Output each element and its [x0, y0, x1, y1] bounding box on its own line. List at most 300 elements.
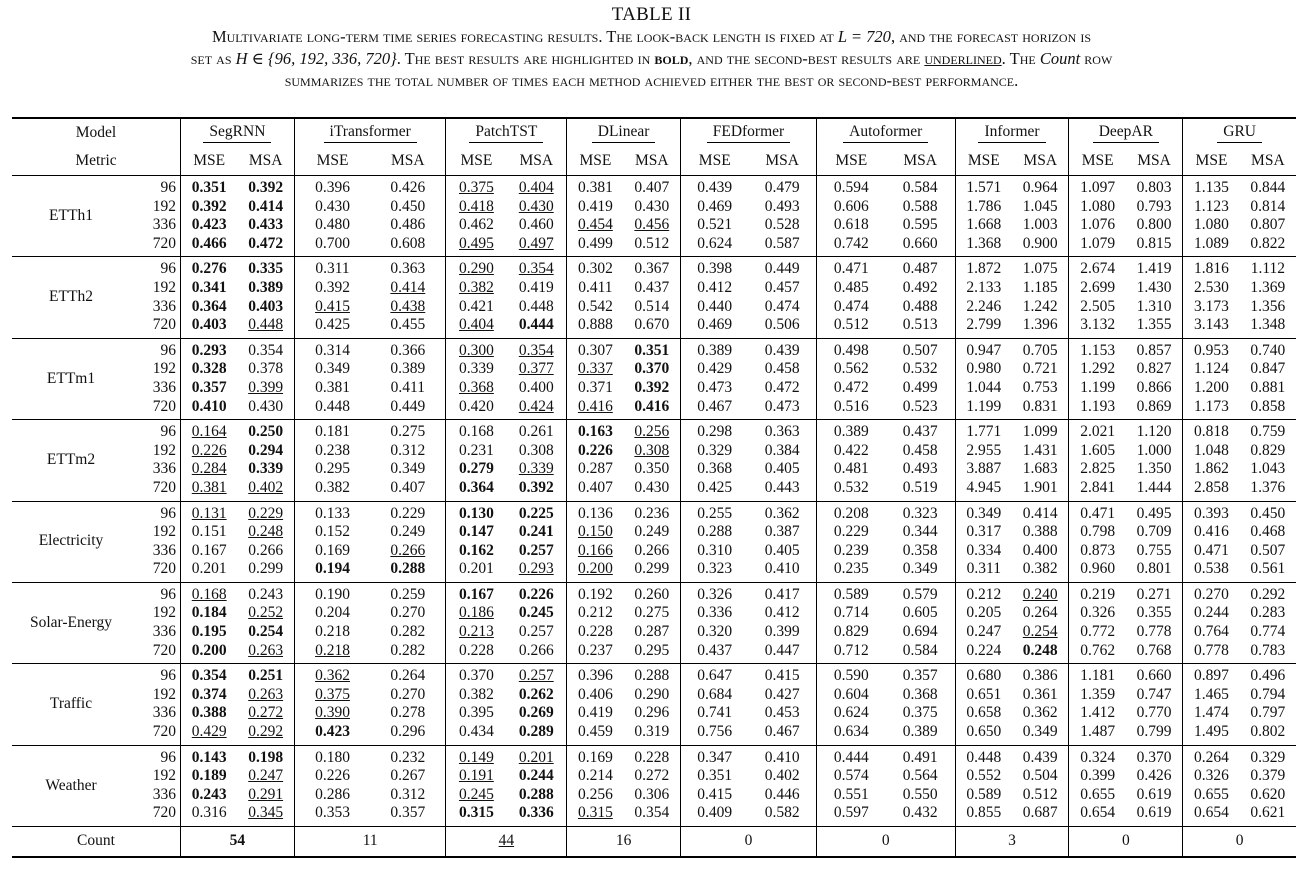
value-cell: [748, 582, 816, 604]
table-row: [12, 501, 1296, 523]
value-text: 0.619: [1136, 785, 1172, 803]
value-cell: [506, 523, 566, 542]
value-cell: [506, 542, 566, 561]
value-text: 0.417: [764, 585, 800, 603]
value-text: 0.768: [1136, 641, 1172, 659]
value-text: 0.349: [966, 504, 1002, 522]
value-text: 0.497: [518, 234, 554, 252]
model-name: Informer: [978, 123, 1045, 143]
value-cell: [955, 664, 1012, 686]
value-cell: [370, 442, 446, 461]
value-cell: [1240, 338, 1296, 360]
value-text: 0.382: [458, 278, 494, 296]
horizon-cell: 96: [130, 582, 181, 604]
value-text: 0.471: [1080, 504, 1116, 522]
value-text: 0.799: [1136, 723, 1172, 741]
value-text: 1.396: [1022, 316, 1058, 334]
value-cell: [955, 542, 1012, 561]
value-text: 0.224: [966, 641, 1002, 659]
value-text: 1.045: [1022, 197, 1058, 215]
value-text: 1.444: [1136, 478, 1172, 496]
table-row: [12, 379, 1296, 398]
value-text: 0.357: [390, 804, 426, 822]
value-cell: [1012, 604, 1069, 623]
count-value: 44: [498, 832, 515, 850]
value-cell: [370, 420, 446, 442]
value-cell: [1012, 786, 1069, 805]
value-cell: [748, 501, 816, 523]
value-text: 0.326: [697, 585, 733, 603]
value-text: 0.429: [697, 360, 733, 378]
value-cell: [886, 642, 955, 664]
value-text: 0.634: [833, 723, 869, 741]
value-text: 0.855: [966, 804, 1002, 822]
value-cell: [1183, 398, 1240, 420]
value-cell: [748, 804, 816, 826]
value-cell: [370, 804, 446, 826]
value-cell: [567, 786, 624, 805]
count-value: 16: [615, 832, 632, 850]
value-text: 0.443: [764, 478, 800, 496]
value-cell: [1126, 523, 1183, 542]
count-value: 3: [1008, 832, 1016, 850]
value-cell: [1183, 664, 1240, 686]
value-cell: [955, 198, 1012, 217]
value-text: 0.168: [458, 423, 494, 441]
value-cell: [748, 279, 816, 298]
value-cell: [681, 664, 749, 686]
value-cell: [181, 298, 238, 317]
value-cell: [816, 604, 885, 623]
count-value: 0: [1235, 832, 1244, 850]
value-text: 0.272: [634, 767, 670, 785]
value-cell: [955, 745, 1012, 767]
value-text: 0.474: [833, 297, 869, 315]
value-cell: [181, 420, 238, 442]
value-text: 0.324: [1080, 748, 1116, 766]
value-text: 0.507: [1250, 541, 1286, 559]
value-cell: [1240, 582, 1296, 604]
value-cell: [446, 235, 506, 257]
horizon-cell: 96: [130, 745, 181, 767]
value-text: 0.271: [1136, 585, 1172, 603]
value-text: 0.308: [518, 441, 554, 459]
value-text: 0.881: [1250, 378, 1286, 396]
value-text: 0.595: [902, 216, 938, 234]
value-cell: [1069, 379, 1126, 398]
value-text: 0.429: [191, 723, 227, 741]
table-row: [12, 767, 1296, 786]
value-cell: [624, 542, 681, 561]
value-text: 0.302: [577, 260, 613, 278]
value-text: 0.370: [1136, 748, 1172, 766]
value-text: 0.947: [966, 341, 1002, 359]
table-caption: [0, 0, 1303, 92]
value-cell: [237, 176, 294, 198]
model-name: DLinear: [592, 123, 656, 143]
value-cell: [624, 235, 681, 257]
value-text: 0.384: [764, 441, 800, 459]
value-text: 0.498: [833, 341, 869, 359]
value-cell: [748, 642, 816, 664]
value-cell: [237, 479, 294, 501]
value-text: 0.774: [1250, 623, 1286, 641]
value-cell: [624, 316, 681, 338]
value-cell: [1183, 279, 1240, 298]
value-cell: [886, 338, 955, 360]
value-cell: [1183, 704, 1240, 723]
value-cell: [1126, 560, 1183, 582]
value-cell: [506, 664, 566, 686]
value-cell: [446, 379, 506, 398]
value-cell: [1126, 176, 1183, 198]
value-cell: [181, 501, 238, 523]
value-text: 0.759: [1250, 423, 1286, 441]
value-cell: [370, 542, 446, 561]
value-text: 0.416: [1194, 523, 1229, 541]
caption-text: Multivariate long-term time series forecasting results. The look-back length is fixed at: [211, 27, 838, 46]
value-cell: [1126, 279, 1183, 298]
value-cell: [1126, 338, 1183, 360]
value-text: 0.822: [1250, 234, 1286, 252]
value-cell: [955, 257, 1012, 279]
value-text: 0.245: [518, 604, 554, 622]
value-text: 0.472: [248, 234, 284, 252]
value-cell: [237, 442, 294, 461]
value-cell: [294, 542, 370, 561]
value-cell: [955, 216, 1012, 235]
value-cell: [567, 804, 624, 826]
value-cell: [506, 420, 566, 442]
value-cell: [886, 460, 955, 479]
value-text: 0.251: [248, 667, 284, 685]
metric-header: MSA: [1126, 147, 1183, 176]
value-text: 0.354: [634, 804, 670, 822]
value-text: 0.589: [833, 585, 869, 603]
value-text: 0.495: [1136, 504, 1172, 522]
value-cell: [1126, 460, 1183, 479]
value-cell: [446, 560, 506, 582]
value-text: 0.136: [577, 504, 613, 522]
value-text: 0.747: [1136, 685, 1172, 703]
value-text: 0.260: [634, 585, 670, 603]
value-text: 0.336: [697, 604, 733, 622]
value-cell: [1240, 786, 1296, 805]
value-cell: [181, 235, 238, 257]
value-text: 1.430: [1136, 278, 1172, 296]
value-text: 0.363: [764, 423, 800, 441]
value-cell: [886, 664, 955, 686]
value-text: 3.132: [1080, 316, 1116, 334]
value-cell: [237, 542, 294, 561]
value-text: 0.386: [1022, 667, 1058, 685]
value-cell: [237, 723, 294, 745]
value-cell: [681, 479, 749, 501]
value-cell: [370, 316, 446, 338]
value-text: 0.523: [902, 397, 938, 415]
value-cell: [886, 316, 955, 338]
count-cell: [567, 827, 681, 858]
value-text: 0.427: [764, 685, 800, 703]
value-text: 0.389: [697, 341, 733, 359]
value-cell: [181, 704, 238, 723]
value-text: 0.387: [764, 523, 800, 541]
metric-header: MSA: [237, 147, 294, 176]
value-text: 0.288: [390, 560, 426, 578]
value-text: 0.392: [634, 378, 670, 396]
value-text: 0.468: [1250, 523, 1286, 541]
value-cell: [681, 398, 749, 420]
value-text: 0.310: [697, 541, 733, 559]
value-text: 0.604: [833, 685, 869, 703]
value-text: 0.807: [1250, 216, 1286, 234]
value-cell: [955, 235, 1012, 257]
value-cell: [567, 479, 624, 501]
value-cell: [567, 460, 624, 479]
value-cell: [1069, 235, 1126, 257]
value-cell: [748, 604, 816, 623]
caption-math: H ∈ {96, 192, 336, 720}: [235, 49, 397, 68]
dataset-name: ETTh1: [12, 176, 130, 257]
table-row: [12, 664, 1296, 686]
value-cell: [567, 767, 624, 786]
value-text: 1.355: [1136, 316, 1172, 334]
value-text: 0.705: [1022, 341, 1058, 359]
table-row: [12, 460, 1296, 479]
value-text: 1.181: [1080, 667, 1116, 685]
value-cell: [1183, 642, 1240, 664]
value-text: 0.439: [697, 179, 733, 196]
value-text: 0.444: [518, 316, 554, 334]
value-text: 0.349: [315, 360, 350, 378]
value-cell: [1126, 501, 1183, 523]
value-text: 0.270: [390, 685, 426, 703]
value-cell: [1183, 686, 1240, 705]
caption-line-1: [0, 26, 1303, 48]
value-text: 0.218: [315, 623, 350, 641]
value-cell: [1183, 723, 1240, 745]
value-cell: [816, 235, 885, 257]
value-cell: [506, 298, 566, 317]
value-cell: [624, 298, 681, 317]
value-cell: [955, 479, 1012, 501]
value-cell: [886, 501, 955, 523]
value-text: 0.212: [966, 585, 1002, 603]
value-cell: [886, 745, 955, 767]
value-text: 0.404: [458, 316, 494, 334]
value-text: 0.660: [902, 234, 938, 252]
horizon-cell: 96: [130, 420, 181, 442]
value-cell: [624, 786, 681, 805]
value-text: 1.003: [1022, 216, 1058, 234]
value-text: 1.901: [1022, 478, 1058, 496]
value-cell: [567, 316, 624, 338]
value-text: 0.300: [458, 341, 494, 359]
value-cell: [1240, 604, 1296, 623]
value-text: 0.279: [458, 460, 494, 478]
value-cell: [681, 767, 749, 786]
value-cell: [1069, 745, 1126, 767]
value-cell: [748, 704, 816, 723]
value-cell: [1069, 257, 1126, 279]
value-text: 0.254: [248, 623, 284, 641]
value-cell: [567, 338, 624, 360]
value-text: 0.354: [518, 341, 554, 359]
value-text: 2.955: [966, 441, 1002, 459]
value-text: 0.240: [1022, 585, 1058, 603]
value-text: 0.866: [1136, 378, 1172, 396]
value-cell: [1126, 723, 1183, 745]
value-text: 0.416: [634, 397, 670, 415]
table-row: [12, 804, 1296, 826]
value-cell: [1126, 316, 1183, 338]
count-cell: [681, 827, 817, 858]
value-text: 0.426: [390, 179, 426, 196]
value-text: 1.495: [1194, 723, 1229, 741]
value-cell: [1240, 235, 1296, 257]
metric-header-label: Metric: [12, 147, 181, 176]
caption-underlined-word: underlined: [924, 49, 1002, 68]
table-row: [12, 704, 1296, 723]
value-cell: [681, 235, 749, 257]
count-value: 0: [1121, 832, 1130, 850]
value-text: 0.829: [1250, 441, 1286, 459]
value-cell: [681, 560, 749, 582]
value-text: 0.381: [577, 179, 613, 196]
value-text: 1.668: [966, 216, 1002, 234]
horizon-cell: 336: [130, 623, 181, 642]
value-text: 0.351: [697, 767, 733, 785]
value-text: 1.193: [1080, 397, 1116, 415]
value-cell: [1240, 686, 1296, 705]
value-cell: [181, 398, 238, 420]
value-text: 0.440: [697, 297, 733, 315]
value-cell: [567, 642, 624, 664]
value-cell: [886, 420, 955, 442]
value-cell: [446, 642, 506, 664]
table-row: [12, 786, 1296, 805]
value-text: 0.270: [1194, 585, 1229, 603]
value-text: 0.655: [1080, 785, 1116, 803]
value-cell: [506, 379, 566, 398]
value-cell: [1126, 420, 1183, 442]
value-text: 0.847: [1250, 360, 1286, 378]
model-name: GRU: [1217, 123, 1262, 143]
value-cell: [681, 379, 749, 398]
count-cell: [955, 827, 1069, 858]
horizon-cell: 336: [130, 704, 181, 723]
value-cell: [624, 582, 681, 604]
value-text: 0.448: [518, 297, 554, 315]
value-cell: [446, 523, 506, 542]
value-cell: [886, 479, 955, 501]
horizon-cell: 336: [130, 216, 181, 235]
value-text: 0.741: [697, 704, 733, 722]
value-cell: [181, 745, 238, 767]
value-text: 0.180: [315, 748, 350, 766]
value-cell: [816, 560, 885, 582]
value-text: 0.459: [577, 723, 613, 741]
value-text: 0.341: [191, 278, 227, 296]
value-cell: [624, 745, 681, 767]
value-cell: [748, 686, 816, 705]
value-text: 0.471: [1194, 541, 1229, 559]
horizon-cell: 720: [130, 560, 181, 582]
value-text: 0.798: [1080, 523, 1116, 541]
value-cell: [886, 235, 955, 257]
value-text: 0.266: [634, 541, 670, 559]
value-cell: [567, 704, 624, 723]
value-cell: [1012, 560, 1069, 582]
value-text: 0.201: [518, 748, 554, 766]
value-cell: [506, 786, 566, 805]
value-cell: [567, 745, 624, 767]
header-row-metrics: [12, 147, 1296, 176]
value-text: 0.317: [966, 523, 1002, 541]
value-text: 0.499: [577, 234, 613, 252]
value-cell: [886, 804, 955, 826]
value-text: 0.421: [458, 297, 494, 315]
horizon-cell: 192: [130, 686, 181, 705]
value-cell: [681, 460, 749, 479]
value-text: 0.226: [518, 585, 554, 603]
value-cell: [294, 235, 370, 257]
value-cell: [748, 745, 816, 767]
value-text: 0.472: [764, 378, 800, 396]
value-text: 0.858: [1250, 397, 1286, 415]
value-text: 0.447: [764, 641, 800, 659]
table-row: [12, 686, 1296, 705]
value-cell: [955, 523, 1012, 542]
value-cell: [237, 398, 294, 420]
metric-header: MSE: [316, 151, 349, 169]
value-cell: [748, 723, 816, 745]
value-text: 0.257: [518, 541, 554, 559]
value-cell: [816, 723, 885, 745]
value-text: 0.589: [966, 785, 1002, 803]
value-cell: [567, 604, 624, 623]
value-text: 0.587: [764, 234, 800, 252]
metric-header: MSA: [370, 147, 446, 176]
value-text: 0.292: [1250, 585, 1286, 603]
value-text: 0.382: [1022, 560, 1058, 578]
value-text: 0.471: [833, 260, 869, 278]
value-text: 0.439: [1022, 748, 1058, 766]
value-text: 0.228: [577, 623, 613, 641]
value-cell: [237, 216, 294, 235]
value-cell: [1012, 420, 1069, 442]
value-text: 0.247: [966, 623, 1002, 641]
value-cell: [1240, 420, 1296, 442]
value-cell: [1183, 604, 1240, 623]
value-cell: [1012, 704, 1069, 723]
value-text: 0.450: [390, 197, 426, 215]
value-text: 1.097: [1080, 179, 1116, 196]
value-text: 0.392: [518, 478, 554, 496]
value-text: 0.420: [458, 397, 494, 415]
value-cell: [681, 420, 749, 442]
table-row: [12, 398, 1296, 420]
value-cell: [886, 298, 955, 317]
value-cell: [681, 298, 749, 317]
count-cell: [816, 827, 955, 858]
value-cell: [955, 604, 1012, 623]
value-cell: [506, 398, 566, 420]
value-cell: [370, 298, 446, 317]
value-cell: [816, 460, 885, 479]
value-text: 0.296: [390, 723, 426, 741]
value-cell: [370, 767, 446, 786]
